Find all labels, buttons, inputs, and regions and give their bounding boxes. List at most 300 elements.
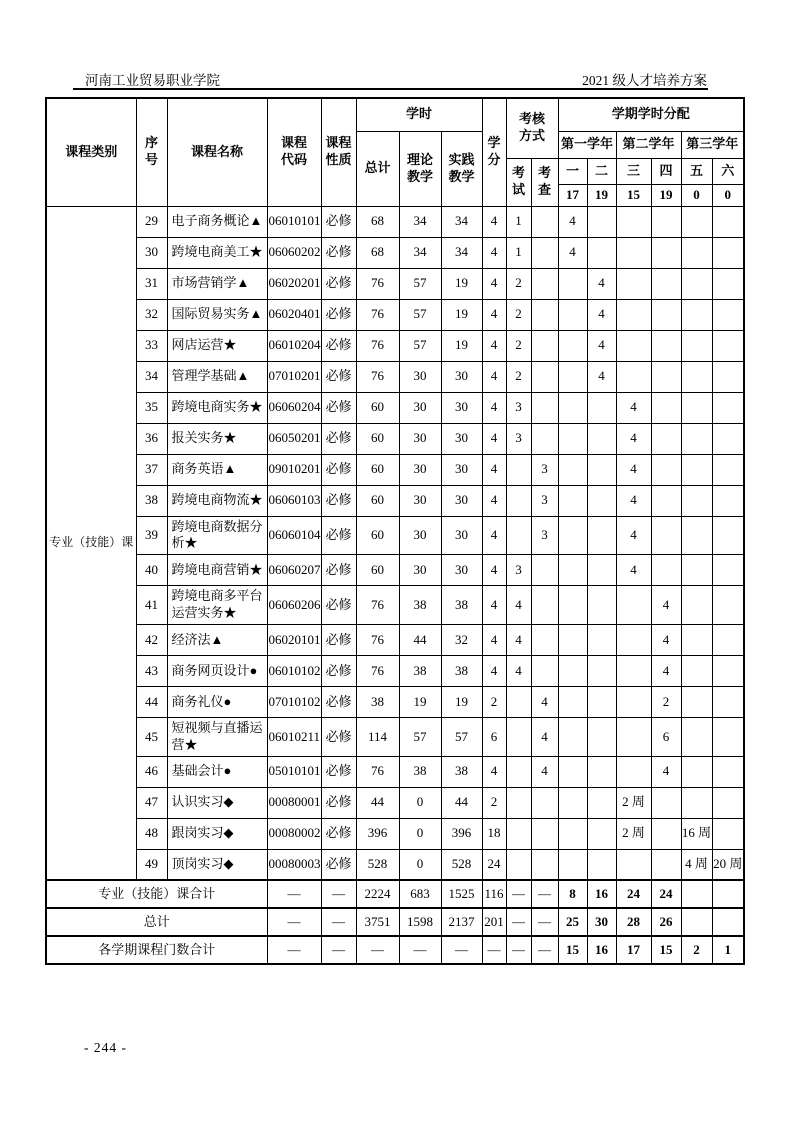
summary-hours-practice: 1525 (441, 880, 482, 908)
summary-sem-2: 30 (587, 908, 616, 936)
row-sem-3 (616, 586, 651, 625)
row-sem-4 (651, 555, 681, 586)
row-course-nature: 必修 (321, 849, 356, 880)
row-sem-3 (616, 687, 651, 718)
header-sem-5: 五 (681, 158, 712, 184)
header-practice: 实践教学 (441, 131, 482, 206)
row-hours-theory: 34 (399, 237, 441, 268)
summary-course-code: — (267, 880, 321, 908)
row-seq: 31 (136, 268, 167, 299)
summary-sem-1: 25 (558, 908, 587, 936)
header-course-category: 课程类别 (46, 98, 136, 206)
row-hours-practice: 38 (441, 656, 482, 687)
row-course-nature: 必修 (321, 423, 356, 454)
row-credits: 4 (482, 268, 506, 299)
summary-course-code: — (267, 908, 321, 936)
row-sem-3 (616, 656, 651, 687)
summary-exam: — (506, 936, 531, 964)
header-weeks-6: 0 (712, 184, 744, 206)
row-hours-theory: 30 (399, 454, 441, 485)
row-course-nature: 必修 (321, 237, 356, 268)
row-hours-total: 76 (356, 625, 399, 656)
row-course-code: 06010211 (267, 718, 321, 757)
row-sem-5 (681, 237, 712, 268)
row-seq: 33 (136, 330, 167, 361)
row-sem-3 (616, 206, 651, 237)
row-course-name: 市场营销学▲ (167, 268, 267, 299)
header-weeks-1: 17 (558, 184, 587, 206)
summary-exam: — (506, 880, 531, 908)
table-row (46, 423, 744, 454)
row-hours-total: 76 (356, 330, 399, 361)
row-sem-5: 16 周 (681, 818, 712, 849)
row-check (531, 625, 558, 656)
row-course-code: 07010102 (267, 687, 321, 718)
row-seq: 48 (136, 818, 167, 849)
row-sem-3 (616, 268, 651, 299)
table-row (46, 756, 744, 787)
row-credits: 4 (482, 392, 506, 423)
row-check (531, 818, 558, 849)
row-seq: 35 (136, 392, 167, 423)
row-sem-2 (587, 454, 616, 485)
row-sem-6 (712, 330, 744, 361)
row-sem-2 (587, 206, 616, 237)
row-sem-2: 4 (587, 299, 616, 330)
row-sem-4 (651, 330, 681, 361)
row-sem-4 (651, 849, 681, 880)
table-row (46, 392, 744, 423)
row-course-code: 06060103 (267, 485, 321, 516)
row-credits: 24 (482, 849, 506, 880)
table-row (46, 516, 744, 555)
row-credits: 4 (482, 555, 506, 586)
table-row (46, 687, 744, 718)
row-hours-theory: 38 (399, 586, 441, 625)
row-course-name: 跨境电商数据分析★ (167, 516, 267, 555)
table-row (46, 818, 744, 849)
row-course-name: 跟岗实习◆ (167, 818, 267, 849)
row-credits: 4 (482, 656, 506, 687)
row-sem-4: 6 (651, 718, 681, 757)
row-credits: 4 (482, 361, 506, 392)
row-exam: 3 (506, 555, 531, 586)
row-sem-5 (681, 485, 712, 516)
row-hours-total: 68 (356, 237, 399, 268)
row-hours-practice: 528 (441, 849, 482, 880)
summary-sem-4: 24 (651, 880, 681, 908)
row-hours-practice: 34 (441, 237, 482, 268)
row-sem-5 (681, 656, 712, 687)
table-row (46, 237, 744, 268)
row-hours-practice: 30 (441, 361, 482, 392)
row-sem-1 (558, 625, 587, 656)
row-course-code: 00080003 (267, 849, 321, 880)
summary-sem-6 (712, 908, 744, 936)
row-sem-5 (681, 330, 712, 361)
row-sem-5 (681, 586, 712, 625)
row-seq: 36 (136, 423, 167, 454)
row-sem-2 (587, 625, 616, 656)
row-seq: 41 (136, 586, 167, 625)
row-sem-1 (558, 687, 587, 718)
row-hours-total: 114 (356, 718, 399, 757)
row-sem-4 (651, 299, 681, 330)
row-hours-theory: 30 (399, 516, 441, 555)
row-sem-2 (587, 818, 616, 849)
row-course-nature: 必修 (321, 299, 356, 330)
row-exam (506, 687, 531, 718)
row-exam: 2 (506, 330, 531, 361)
row-hours-theory: 44 (399, 625, 441, 656)
row-hours-practice: 38 (441, 586, 482, 625)
row-course-nature: 必修 (321, 485, 356, 516)
row-seq: 44 (136, 687, 167, 718)
row-exam: 1 (506, 237, 531, 268)
school-name: 河南工业贸易职业学院 (85, 73, 220, 88)
row-sem-3 (616, 237, 651, 268)
row-sem-4: 4 (651, 756, 681, 787)
row-check (531, 361, 558, 392)
summary-credits: — (482, 936, 506, 964)
row-course-name: 管理学基础▲ (167, 361, 267, 392)
row-hours-practice: 57 (441, 718, 482, 757)
row-hours-total: 38 (356, 687, 399, 718)
row-sem-3 (616, 361, 651, 392)
row-sem-2 (587, 555, 616, 586)
row-sem-6 (712, 361, 744, 392)
row-course-name: 国际贸易实务▲ (167, 299, 267, 330)
row-sem-6: 20 周 (712, 849, 744, 880)
header-weeks-4: 19 (651, 184, 681, 206)
row-course-nature: 必修 (321, 392, 356, 423)
row-check (531, 299, 558, 330)
row-sem-4 (651, 392, 681, 423)
row-course-code: 00080002 (267, 818, 321, 849)
header-weeks-3: 15 (616, 184, 651, 206)
summary-row (46, 908, 744, 936)
row-exam: 2 (506, 299, 531, 330)
row-hours-theory: 30 (399, 423, 441, 454)
header-hours: 学时 (356, 98, 482, 131)
row-hours-total: 44 (356, 787, 399, 818)
row-course-code: 06010101 (267, 206, 321, 237)
header-year1: 第一学年 (558, 131, 616, 158)
summary-hours-total: — (356, 936, 399, 964)
row-course-code: 06060204 (267, 392, 321, 423)
row-seq: 39 (136, 516, 167, 555)
row-exam (506, 787, 531, 818)
header-year2: 第二学年 (616, 131, 681, 158)
row-exam: 4 (506, 586, 531, 625)
row-course-name: 商务礼仪● (167, 687, 267, 718)
row-sem-1 (558, 718, 587, 757)
header-sem-2: 二 (587, 158, 616, 184)
row-check (531, 268, 558, 299)
row-course-name: 跨境电商多平台运营实务★ (167, 586, 267, 625)
summary-sem-6 (712, 880, 744, 908)
row-sem-6 (712, 454, 744, 485)
row-check (531, 849, 558, 880)
row-credits: 4 (482, 423, 506, 454)
row-sem-6 (712, 423, 744, 454)
row-course-name: 经济法▲ (167, 625, 267, 656)
row-credits: 4 (482, 330, 506, 361)
row-hours-total: 60 (356, 555, 399, 586)
summary-sem-5 (681, 880, 712, 908)
row-hours-total: 76 (356, 299, 399, 330)
summary-sem-1: 8 (558, 880, 587, 908)
row-course-name: 认识实习◆ (167, 787, 267, 818)
row-credits: 18 (482, 818, 506, 849)
row-check: 4 (531, 718, 558, 757)
row-sem-6 (712, 718, 744, 757)
row-course-code: 06060202 (267, 237, 321, 268)
row-hours-practice: 19 (441, 330, 482, 361)
row-seq: 47 (136, 787, 167, 818)
row-sem-4 (651, 454, 681, 485)
row-sem-6 (712, 392, 744, 423)
row-exam: 2 (506, 268, 531, 299)
row-hours-total: 76 (356, 268, 399, 299)
row-course-nature: 必修 (321, 756, 356, 787)
row-course-name: 跨境电商营销★ (167, 555, 267, 586)
summary-label: 总计 (46, 908, 267, 936)
table-header (46, 98, 744, 206)
row-sem-4 (651, 485, 681, 516)
summary-label: 各学期课程门数合计 (46, 936, 267, 964)
header-course-nature: 课程性质 (321, 98, 356, 206)
summary-sem-3: 17 (616, 936, 651, 964)
header-semester-alloc: 学期学时分配 (558, 98, 744, 131)
row-hours-total: 60 (356, 423, 399, 454)
summary-credits: 116 (482, 880, 506, 908)
row-sem-5 (681, 516, 712, 555)
summary-row (46, 880, 744, 908)
row-check: 3 (531, 485, 558, 516)
row-exam: 3 (506, 392, 531, 423)
summary-check: — (531, 880, 558, 908)
row-exam (506, 516, 531, 555)
row-seq: 34 (136, 361, 167, 392)
row-sem-3: 4 (616, 392, 651, 423)
header-weeks-2: 19 (587, 184, 616, 206)
row-hours-theory: 30 (399, 361, 441, 392)
row-sem-2: 4 (587, 268, 616, 299)
row-sem-4 (651, 423, 681, 454)
row-sem-2 (587, 656, 616, 687)
summary-credits: 201 (482, 908, 506, 936)
header-year3: 第三学年 (681, 131, 744, 158)
row-course-name: 基础会计● (167, 756, 267, 787)
summary-hours-theory: — (399, 936, 441, 964)
row-sem-6 (712, 586, 744, 625)
row-sem-5 (681, 206, 712, 237)
row-sem-5 (681, 299, 712, 330)
row-sem-3: 2 周 (616, 818, 651, 849)
table-row (46, 330, 744, 361)
row-hours-theory: 57 (399, 268, 441, 299)
curriculum-table (45, 97, 745, 965)
table-row (46, 586, 744, 625)
summary-course-nature: — (321, 880, 356, 908)
row-exam: 4 (506, 625, 531, 656)
header-sem-1: 一 (558, 158, 587, 184)
summary-sem-3: 28 (616, 908, 651, 936)
header-weeks-5: 0 (681, 184, 712, 206)
table-row (46, 485, 744, 516)
row-course-nature: 必修 (321, 268, 356, 299)
row-course-nature: 必修 (321, 555, 356, 586)
page-number: - 244 - (84, 1040, 127, 1055)
row-hours-total: 60 (356, 485, 399, 516)
row-sem-3: 4 (616, 423, 651, 454)
summary-hours-theory: 683 (399, 880, 441, 908)
row-sem-6 (712, 687, 744, 718)
row-credits: 4 (482, 237, 506, 268)
row-exam (506, 454, 531, 485)
row-sem-6 (712, 299, 744, 330)
row-course-nature: 必修 (321, 454, 356, 485)
row-exam (506, 485, 531, 516)
row-course-name: 商务网页设计● (167, 656, 267, 687)
row-sem-6 (712, 555, 744, 586)
row-hours-theory: 0 (399, 849, 441, 880)
row-course-code: 06050201 (267, 423, 321, 454)
plan-title: 2021 级人才培养方案 (582, 73, 707, 88)
row-sem-1 (558, 656, 587, 687)
row-sem-1 (558, 485, 587, 516)
row-seq: 38 (136, 485, 167, 516)
row-sem-1 (558, 849, 587, 880)
row-sem-5 (681, 423, 712, 454)
row-course-nature: 必修 (321, 206, 356, 237)
summary-hours-practice: 2137 (441, 908, 482, 936)
row-sem-4: 4 (651, 625, 681, 656)
row-exam (506, 849, 531, 880)
row-hours-practice: 30 (441, 485, 482, 516)
row-sem-5 (681, 361, 712, 392)
row-sem-1 (558, 392, 587, 423)
summary-check: — (531, 908, 558, 936)
row-course-name: 跨境电商美工★ (167, 237, 267, 268)
row-hours-practice: 30 (441, 516, 482, 555)
header-check: 考查 (531, 158, 558, 206)
row-hours-total: 76 (356, 756, 399, 787)
row-sem-6 (712, 787, 744, 818)
table-row (46, 268, 744, 299)
row-course-nature: 必修 (321, 718, 356, 757)
row-hours-practice: 30 (441, 392, 482, 423)
table-row (46, 361, 744, 392)
row-check: 3 (531, 516, 558, 555)
row-sem-2 (587, 237, 616, 268)
header-sem-6: 六 (712, 158, 744, 184)
row-check (531, 206, 558, 237)
row-sem-4 (651, 206, 681, 237)
row-sem-1 (558, 330, 587, 361)
row-sem-1 (558, 555, 587, 586)
row-sem-3 (616, 625, 651, 656)
row-hours-total: 76 (356, 361, 399, 392)
row-sem-5 (681, 268, 712, 299)
row-course-code: 07010201 (267, 361, 321, 392)
row-course-name: 跨境电商物流★ (167, 485, 267, 516)
row-course-nature: 必修 (321, 656, 356, 687)
row-hours-total: 528 (356, 849, 399, 880)
row-sem-2 (587, 787, 616, 818)
table-row (46, 849, 744, 880)
row-sem-3 (616, 330, 651, 361)
row-sem-1 (558, 454, 587, 485)
row-hours-theory: 19 (399, 687, 441, 718)
row-sem-6 (712, 237, 744, 268)
row-course-name: 跨境电商实务★ (167, 392, 267, 423)
row-course-nature: 必修 (321, 361, 356, 392)
row-sem-6 (712, 656, 744, 687)
row-sem-3 (616, 756, 651, 787)
row-hours-theory: 38 (399, 656, 441, 687)
row-sem-5 (681, 687, 712, 718)
row-check (531, 392, 558, 423)
row-sem-2 (587, 516, 616, 555)
row-sem-5 (681, 625, 712, 656)
row-course-nature: 必修 (321, 516, 356, 555)
row-course-name: 短视频与直播运营★ (167, 718, 267, 757)
row-course-code: 06010102 (267, 656, 321, 687)
row-sem-6 (712, 268, 744, 299)
row-sem-1 (558, 299, 587, 330)
row-hours-total: 60 (356, 392, 399, 423)
row-sem-4 (651, 361, 681, 392)
row-course-code: 06020101 (267, 625, 321, 656)
row-seq: 29 (136, 206, 167, 237)
row-sem-2 (587, 586, 616, 625)
row-sem-1 (558, 787, 587, 818)
row-credits: 4 (482, 485, 506, 516)
summary-course-nature: — (321, 936, 356, 964)
row-seq: 43 (136, 656, 167, 687)
row-check (531, 423, 558, 454)
row-sem-1 (558, 818, 587, 849)
row-sem-2: 4 (587, 361, 616, 392)
row-course-nature: 必修 (321, 818, 356, 849)
row-hours-practice: 396 (441, 818, 482, 849)
row-sem-2 (587, 849, 616, 880)
header-seq: 序号 (136, 98, 167, 206)
row-sem-3 (616, 849, 651, 880)
header-sem-4: 四 (651, 158, 681, 184)
row-hours-theory: 30 (399, 392, 441, 423)
row-sem-1 (558, 423, 587, 454)
summary-row (46, 936, 744, 964)
row-hours-theory: 57 (399, 330, 441, 361)
header-exam: 考试 (506, 158, 531, 206)
row-credits: 4 (482, 454, 506, 485)
row-sem-3: 4 (616, 555, 651, 586)
row-course-nature: 必修 (321, 586, 356, 625)
row-hours-theory: 30 (399, 555, 441, 586)
row-check (531, 787, 558, 818)
row-sem-5 (681, 555, 712, 586)
row-sem-6 (712, 516, 744, 555)
row-sem-2 (587, 687, 616, 718)
row-hours-practice: 19 (441, 268, 482, 299)
row-course-nature: 必修 (321, 687, 356, 718)
row-sem-4 (651, 268, 681, 299)
table-row (46, 656, 744, 687)
summary-sem-5 (681, 908, 712, 936)
